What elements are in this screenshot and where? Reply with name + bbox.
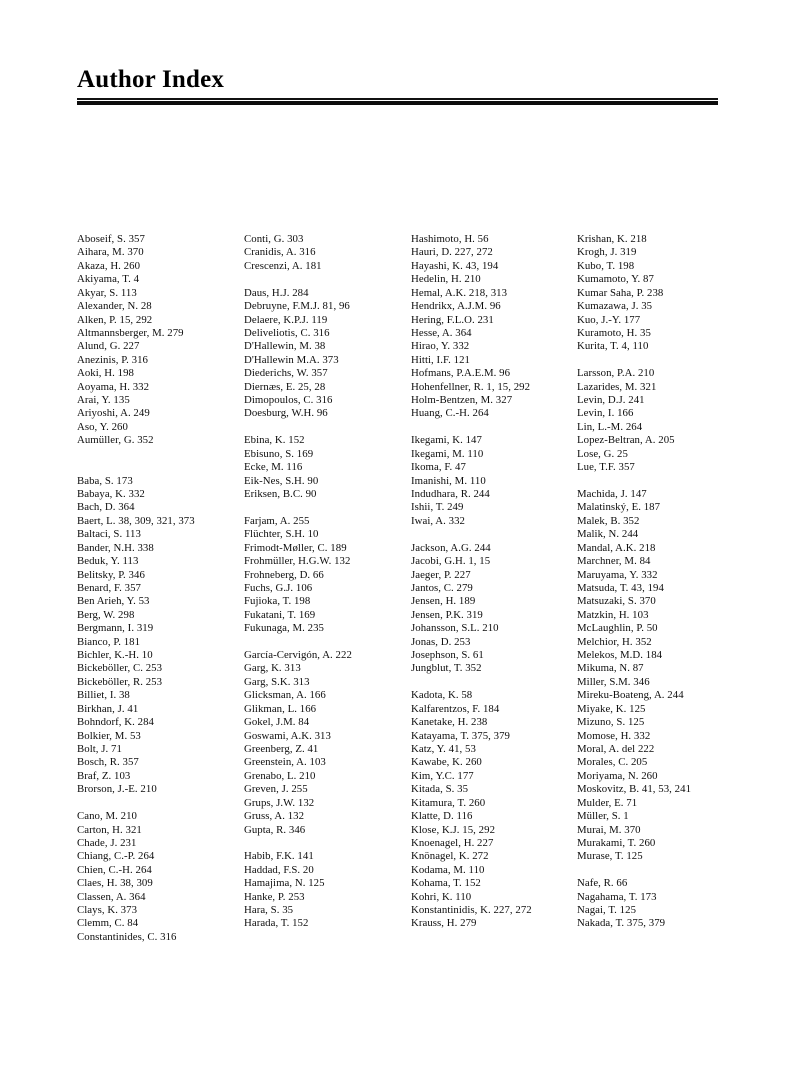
index-entry: Hamajima, N. 125	[244, 877, 325, 890]
index-entry: Kitada, S. 35	[411, 783, 469, 796]
index-entry: Alund, G. 227	[77, 340, 140, 353]
index-entry: Hesse, A. 364	[411, 326, 472, 339]
index-entry: Bosch, R. 357	[77, 756, 139, 769]
index-entry: Aoki, H. 198	[77, 367, 134, 380]
index-entry: Hanke, P. 253	[244, 890, 305, 903]
index-group-spacer	[77, 461, 247, 474]
index-entry: D'Hallewin M.A. 373	[244, 353, 339, 366]
index-entry: Klose, K.J. 15, 292	[411, 823, 496, 836]
index-entry: Grups, J.W. 132	[244, 796, 315, 809]
index-group-spacer	[77, 448, 247, 461]
index-entry: Hitti, I.F. 121	[411, 353, 470, 366]
index-entry: Habib, F.K. 141	[244, 850, 314, 863]
index-entry: Ecke, M. 116	[244, 461, 303, 474]
index-entry: Jensen, P.K. 319	[411, 608, 483, 621]
index-entry: Bickeböller, C. 253	[77, 662, 163, 675]
index-entry: Bergmann, I. 319	[77, 622, 154, 635]
index-group-spacer	[577, 475, 777, 488]
index-entry: Kalfarentzos, F. 184	[411, 702, 500, 715]
index-entry: Hara, S. 35	[244, 904, 294, 917]
index-entry: Crescenzi, A. 181	[244, 259, 322, 272]
index-entry: Kodama, M. 110	[411, 863, 485, 876]
index-entry: Delaere, K.P.J. 119	[244, 313, 328, 326]
index-entry: Fukatani, T. 169	[244, 608, 316, 621]
index-entry: Kadota, K. 58	[411, 689, 473, 702]
index-entry: Chiang, C.-P. 264	[77, 850, 155, 863]
index-entry: Huang, C.-H. 264	[411, 407, 489, 420]
index-entry: Babaya, K. 332	[77, 487, 145, 500]
index-entry: Gruss, A. 132	[244, 810, 305, 823]
index-entry: Jacobi, G.H. 1, 15	[411, 555, 491, 568]
index-entry: Frimodt-Møller, C. 189	[244, 541, 347, 554]
index-entry: Jantos, C. 279	[411, 581, 473, 594]
index-entry: Marchner, M. 84	[577, 555, 651, 568]
index-entry: Debruyne, F.M.J. 81, 96	[244, 300, 350, 313]
index-group-spacer	[577, 354, 777, 367]
index-entry: Anezinis, P. 316	[77, 353, 148, 366]
index-entry: Hashimoto, H. 56	[411, 233, 489, 245]
index-entry: Knoenagel, H. 227	[411, 836, 494, 849]
index-group-spacer	[244, 273, 414, 286]
index-entry: Akiyama, T. 4	[77, 273, 140, 286]
index-entry: Hauri, D. 227, 272	[411, 246, 493, 259]
index-entry: Nagai, T. 125	[577, 904, 637, 917]
index-column-1	[77, 233, 247, 944]
index-entry: Akyar, S. 113	[77, 286, 137, 299]
index-entry: Greenberg, Z. 41	[244, 742, 319, 755]
index-entry: Fujioka, T. 198	[244, 595, 311, 608]
index-entry: Harada, T. 152	[244, 917, 309, 930]
index-entry: Birkhan, J. 41	[77, 702, 139, 715]
index-entry: Bichler, K.-H. 10	[77, 649, 153, 662]
index-entry: Billiet, I. 38	[77, 689, 130, 702]
index-entry: Berg, W. 298	[77, 608, 135, 621]
index-entry: Hedelin, H. 210	[411, 273, 481, 286]
index-entry: Mandal, A.K. 218	[577, 541, 656, 554]
index-entry: Farjam, A. 255	[244, 514, 310, 527]
index-entry: Gupta, R. 346	[244, 823, 306, 836]
index-entry: McLaughlin, P. 50	[577, 622, 658, 635]
page-title: Author Index	[77, 66, 225, 93]
index-column-3	[411, 233, 581, 931]
index-entry: Beduk, Y. 113	[77, 555, 139, 568]
index-entry: Jensen, H. 189	[411, 595, 476, 608]
index-entry: Doesburg, W.H. 96	[244, 407, 328, 420]
index-entry: Aumüller, G. 352	[77, 434, 154, 447]
index-group-spacer	[244, 501, 414, 514]
index-entry: Levin, D.J. 241	[577, 394, 645, 407]
index-entry: Belitsky, P. 346	[77, 568, 145, 581]
index-entry: Malek, B. 352	[577, 514, 640, 527]
index-entry: Holm-Bentzen, M. 327	[411, 394, 513, 407]
header-rule	[77, 98, 718, 105]
index-entry: Cranidis, A. 316	[244, 246, 316, 259]
index-entry: Knönagel, K. 272	[411, 850, 489, 863]
index-entry: Morales, C. 205	[577, 756, 648, 769]
index-entry: Brorson, J.-E. 210	[77, 783, 157, 796]
index-entry: Eriksen, B.C. 90	[244, 487, 317, 500]
index-entry: Goswami, A.K. 313	[244, 729, 331, 742]
index-column-2	[244, 233, 414, 931]
index-entry: Lin, L.-M. 264	[577, 420, 643, 433]
index-entry: Greven, J. 255	[244, 783, 308, 796]
index-entry: Klatte, D. 116	[411, 810, 473, 823]
index-entry: Imanishi, M. 110	[411, 474, 486, 487]
index-entry: Haddad, F.S. 20	[244, 863, 314, 876]
index-entry: Krogh, J. 319	[577, 246, 637, 259]
index-entry: Matzkin, H. 103	[577, 608, 649, 621]
index-entry: Josephson, S. 61	[411, 649, 484, 662]
index-group-spacer	[244, 421, 414, 434]
index-entry: Kumazawa, J. 35	[577, 300, 653, 313]
index-entry: Krishan, K. 218	[577, 233, 647, 245]
index-entry: Benard, F. 357	[77, 581, 142, 594]
index-entry: Ikegami, K. 147	[411, 434, 482, 447]
index-entry: Matsuda, T. 43, 194	[577, 581, 664, 594]
index-entry: Diederichs, W. 357	[244, 367, 328, 380]
header-rule-thick	[77, 101, 718, 104]
index-entry: Kurita, T. 4, 110	[577, 340, 649, 353]
index-entry: Mikuma, N. 87	[577, 662, 644, 675]
index-entry: Moral, A. del 222	[577, 743, 655, 755]
index-entry: Arai, Y. 135	[77, 394, 130, 407]
index-entry: Bander, N.H. 338	[77, 541, 154, 554]
index-entry: Moskovitz, B. 41, 53, 241	[577, 783, 692, 796]
index-entry: Kuramoto, H. 35	[577, 326, 651, 339]
index-entry: Machida, J. 147	[577, 487, 647, 500]
index-entry: Lue, T.F. 357	[577, 461, 635, 474]
index-entry: Kim, Y.C. 177	[411, 769, 474, 782]
index-group-spacer	[411, 421, 581, 434]
index-entry: Fuchs, G.J. 106	[244, 581, 313, 594]
index-entry: Frohneberg, D. 66	[244, 568, 324, 581]
index-entry: Clays, K. 373	[77, 904, 138, 917]
index-entry: Ikoma, F. 47	[411, 461, 466, 474]
index-entry: Diernæs, E. 25, 28	[244, 380, 326, 393]
index-entry: Kawabe, K. 260	[411, 756, 482, 769]
index-entry: Grenabo, L. 210	[244, 769, 316, 782]
index-entry: Carton, H. 321	[77, 823, 142, 836]
index-entry: Altmannsberger, M. 279	[77, 326, 184, 339]
index-entry: Ariyoshi, A. 249	[77, 407, 150, 420]
index-entry: Chade, J. 231	[77, 836, 137, 849]
index-columns	[0, 233, 794, 993]
index-entry: Glikman, L. 166	[244, 702, 317, 715]
index-entry: Ikegami, M. 110	[411, 447, 484, 460]
index-entry: Ebina, K. 152	[244, 434, 305, 447]
index-entry: Bickeböller, R. 253	[77, 675, 163, 688]
index-entry: Müller, S. 1	[577, 810, 629, 823]
index-entry: Conti, G. 303	[244, 233, 304, 245]
index-entry: Bohndorf, K. 284	[77, 716, 154, 729]
index-entry: Garg, S.K. 313	[244, 675, 310, 688]
index-entry: Hofmans, P.A.E.M. 96	[411, 367, 511, 380]
index-entry: Flüchter, S.H. 10	[244, 528, 319, 541]
index-entry: Melekos, M.D. 184	[577, 649, 663, 662]
index-entry: D'Hallewin, M. 38	[244, 340, 326, 353]
index-entry: Cano, M. 210	[77, 810, 137, 823]
index-entry: Bach, D. 364	[77, 501, 135, 514]
index-entry: Claes, H. 38, 309	[77, 877, 153, 890]
index-entry: García-Cervigón, A. 222	[244, 649, 352, 662]
index-entry: Matsuzaki, S. 370	[577, 595, 656, 608]
index-entry: Aso, Y. 260	[77, 420, 128, 433]
index-entry: Chien, C.-H. 264	[77, 863, 152, 876]
index-entry: Bianco, P. 181	[77, 635, 141, 648]
index-group-spacer	[411, 676, 581, 689]
index-entry: Hemal, A.K. 218, 313	[411, 286, 508, 299]
index-entry: Mulder, E. 71	[577, 796, 638, 809]
index-entry: Johansson, S.L. 210	[411, 622, 499, 635]
index-entry: Moriyama, N. 260	[577, 769, 658, 782]
index-entry: Alken, P. 15, 292	[77, 313, 153, 326]
index-entry: Ben Arieh, Y. 53	[77, 595, 150, 608]
index-entry: Kumamoto, Y. 87	[577, 273, 654, 286]
index-entry: Baert, L. 38, 309, 321, 373	[77, 514, 195, 527]
index-entry: Lazarides, M. 321	[577, 380, 657, 393]
index-entry: Hendrikx, A.J.M. 96	[411, 300, 501, 313]
index-group-spacer	[411, 528, 581, 541]
index-entry: Daus, H.J. 284	[244, 286, 309, 299]
index-group-spacer	[244, 636, 414, 649]
index-column-4	[577, 233, 777, 931]
index-entry: Classen, A. 364	[77, 890, 146, 903]
index-entry: Constantinides, C. 316	[77, 930, 177, 943]
index-entry: Hayashi, K. 43, 194	[411, 259, 499, 272]
index-entry: Akaza, H. 260	[77, 259, 141, 272]
index-entry: Iwai, A. 332	[411, 514, 465, 527]
index-entry: Konstantinidis, K. 227, 272	[411, 904, 532, 917]
index-entry: Dimopoulos, C. 316	[244, 394, 333, 407]
index-entry: Katayama, T. 375, 379	[411, 729, 510, 742]
index-entry: Nagahama, T. 173	[577, 890, 657, 903]
index-entry: Bolt, J. 71	[77, 743, 122, 755]
index-entry: Aboseif, S. 357	[77, 233, 145, 245]
index-entry: Nakada, T. 375, 379	[577, 917, 666, 930]
index-entry: Murai, M. 370	[577, 823, 641, 836]
index-entry: Fukunaga, M. 235	[244, 622, 324, 635]
index-entry: Lopez-Beltran, A. 205	[577, 434, 675, 447]
index-entry: Kohri, K. 110	[411, 890, 472, 903]
index-entry: Murakami, T. 260	[577, 836, 656, 849]
index-entry: Aihara, M. 370	[77, 246, 144, 259]
index-entry: Ebisuno, S. 169	[244, 447, 314, 460]
index-entry: Bolkier, M. 53	[77, 729, 141, 742]
index-entry: Jonas, D. 253	[411, 635, 471, 648]
index-entry: Aoyama, H. 332	[77, 380, 150, 393]
index-entry: Miyake, K. 125	[577, 702, 646, 715]
index-entry: Maruyama, Y. 332	[577, 568, 658, 581]
index-entry: Kubo, T. 198	[577, 259, 635, 272]
index-entry: Jackson, A.G. 244	[411, 541, 491, 554]
index-entry: Kanetake, H. 238	[411, 716, 488, 729]
index-entry: Katz, Y. 41, 53	[411, 742, 476, 755]
index-entry: Jungblut, T. 352	[411, 662, 482, 675]
index-entry: Garg, K. 313	[244, 662, 301, 675]
index-entry: Deliveliotis, C. 316	[244, 326, 330, 339]
index-entry: Baba, S. 173	[77, 474, 133, 487]
index-entry: Nafe, R. 66	[577, 877, 628, 890]
index-entry: Alexander, N. 28	[77, 300, 152, 313]
index-entry: Krauss, H. 279	[411, 917, 477, 930]
index-entry: Gokel, J.M. 84	[244, 716, 310, 729]
index-entry: Kuo, J.-Y. 177	[577, 313, 641, 326]
index-entry: Jaeger, P. 227	[411, 568, 471, 581]
index-entry: Eik-Nes, S.H. 90	[244, 474, 319, 487]
index-entry: Baltaci, S. 113	[77, 528, 141, 541]
index-entry: Malatinský, E. 187	[577, 501, 661, 514]
index-entry: Kumar Saha, P. 238	[577, 286, 664, 299]
index-entry: Ishii, T. 249	[411, 501, 464, 514]
index-entry: Levin, I. 166	[577, 407, 634, 420]
index-entry: Greenstein, A. 103	[244, 756, 326, 769]
index-entry: Momose, H. 332	[577, 729, 651, 742]
index-entry: Melchior, H. 352	[577, 635, 652, 648]
index-entry: Hohenfellner, R. 1, 15, 292	[411, 380, 531, 393]
index-entry: Kohama, T. 152	[411, 877, 481, 890]
index-group-spacer	[577, 864, 777, 877]
index-entry: Mizuno, S. 125	[577, 716, 645, 729]
index-entry: Hirao, Y. 332	[411, 340, 470, 353]
index-entry: Hering, F.L.O. 231	[411, 313, 494, 326]
index-entry: Clemm, C. 84	[77, 917, 139, 930]
index-entry: Miller, S.M. 346	[577, 675, 650, 688]
index-entry: Indudhara, R. 244	[411, 488, 490, 500]
index-entry: Mireku-Boateng, A. 244	[577, 689, 684, 702]
index-entry: Glicksman, A. 166	[244, 689, 326, 702]
index-entry: Kitamura, T. 260	[411, 796, 486, 809]
index-entry: Malik, N. 244	[577, 528, 639, 541]
index-entry: Murase, T. 125	[577, 850, 643, 863]
index-entry: Larsson, P.A. 210	[577, 367, 655, 380]
index-entry: Lose, G. 25	[577, 447, 628, 460]
index-group-spacer	[244, 837, 414, 850]
index-group-spacer	[77, 797, 247, 810]
index-entry: Frohmüller, H.G.W. 132	[244, 555, 351, 568]
index-entry: Braf, Z. 103	[77, 769, 131, 782]
